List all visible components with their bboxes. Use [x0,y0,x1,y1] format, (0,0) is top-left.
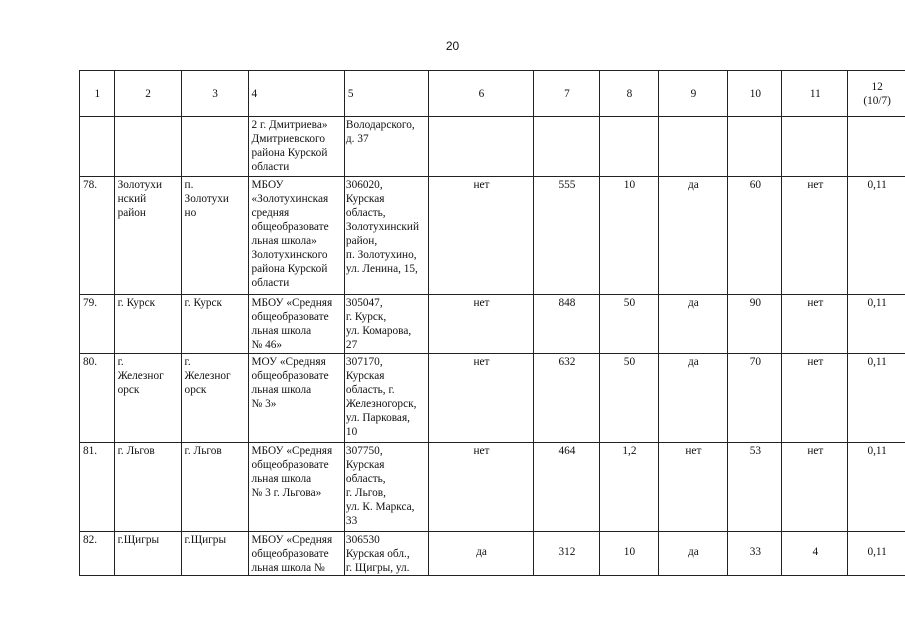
col9-cell: нет [658,443,728,532]
district-cell: г.Щигры [114,532,181,576]
address-cell: 306020, Курская область, Золотухинский район, п. Золотухино, ул. Ленина, 15, [344,177,429,295]
row-number-cell: 82. [80,532,115,576]
col11-cell: нет [782,443,848,532]
locality-cell: г. Курск [181,295,248,354]
header-cell: 11 [782,71,848,117]
table-row [80,295,905,354]
header-cell: 8 [600,71,658,117]
table-row [80,177,905,295]
district-cell: г. Курск [114,295,181,354]
address-cell: 307750, Курская область, г. Льгов, ул. К. Маркса, 33 [344,443,429,532]
col7-cell: 312 [533,532,600,576]
header-cell: 9 [658,71,728,117]
col8-cell: 50 [600,295,658,354]
col8-cell: 10 [600,532,658,576]
district-cell: Золотухи нский район [114,177,181,295]
school-table [79,70,905,576]
table-header-row [80,71,905,117]
col8-cell: 10 [600,177,658,295]
col6-cell: нет [429,443,533,532]
address-cell: 305047, г. Курск, ул. Комарова, 27 [344,295,429,354]
col9-cell: да [658,354,728,443]
locality-cell: г. Железног орск [181,354,248,443]
col8-cell: 1,2 [600,443,658,532]
col10-cell: 60 [728,177,782,295]
col10-cell: 53 [728,443,782,532]
col6-cell: нет [429,177,533,295]
col11-cell: нет [782,354,848,443]
row-number-cell: 81. [80,443,115,532]
col6-cell: нет [429,354,533,443]
page-number: 20 [445,39,460,53]
col11-cell: нет [782,177,848,295]
row-number-cell: 78. [80,177,115,295]
address-cell: 307170, Курская область, г. Железногорск, ул. Парковая, 10 [344,354,429,443]
school-cell: МБОУ «Средняя общеобразовате льная школа № [248,532,344,576]
address-cell: Володарского, д. 37 [344,117,429,177]
address-cell: 306530 Курская обл., г. Щигры, ул. [344,532,429,576]
header-cell: 6 [429,71,533,117]
row-number-cell: 79. [80,295,115,354]
col10-cell: 33 [728,532,782,576]
locality-cell: г.Щигры [181,532,248,576]
col6-cell: да [429,532,533,576]
col12-cell: 0,11 [848,177,905,295]
table-row-continuation [80,117,905,177]
col12-cell: 0,11 [848,354,905,443]
col7-cell: 555 [533,177,600,295]
col9-cell: да [658,532,728,576]
school-cell: МБОУ «Золотухинская средняя общеобразовате льная школа» Золотухинского района Курской области [248,177,344,295]
school-cell: 2 г. Дмитриева» Дмитриевского района Курской области [248,117,344,177]
header-cell: 2 [114,71,181,117]
header-cell: 10 [728,71,782,117]
col10-cell: 70 [728,354,782,443]
col11-cell: нет [782,295,848,354]
table-row [80,532,905,576]
col12-cell: 0,11 [848,295,905,354]
col11-cell: 4 [782,532,848,576]
header-cell: 5 [344,71,429,117]
col9-cell: да [658,295,728,354]
col12-cell: 0,11 [848,532,905,576]
school-cell: МБОУ «Средняя общеобразовате льная школа № 46» [248,295,344,354]
locality-cell: п. Золотухи но [181,177,248,295]
header-cell: 12 (10/7) [848,71,905,117]
school-cell: МБОУ «Средняя общеобразовате льная школа № 3 г. Льгова» [248,443,344,532]
school-cell: МОУ «Средняя общеобразовате льная школа № 3» [248,354,344,443]
locality-cell: г. Льгов [181,443,248,532]
col12-cell: 0,11 [848,443,905,532]
col6-cell: нет [429,295,533,354]
district-cell: г. Железног орск [114,354,181,443]
col10-cell: 90 [728,295,782,354]
col8-cell: 50 [600,354,658,443]
table-row [80,354,905,443]
header-cell: 4 [248,71,344,117]
col7-cell: 632 [533,354,600,443]
table-row [80,443,905,532]
header-cell: 1 [80,71,115,117]
row-number-cell: 80. [80,354,115,443]
col9-cell: да [658,177,728,295]
col7-cell: 848 [533,295,600,354]
col7-cell: 464 [533,443,600,532]
header-cell: 3 [181,71,248,117]
district-cell: г. Льгов [114,443,181,532]
header-cell: 7 [533,71,600,117]
